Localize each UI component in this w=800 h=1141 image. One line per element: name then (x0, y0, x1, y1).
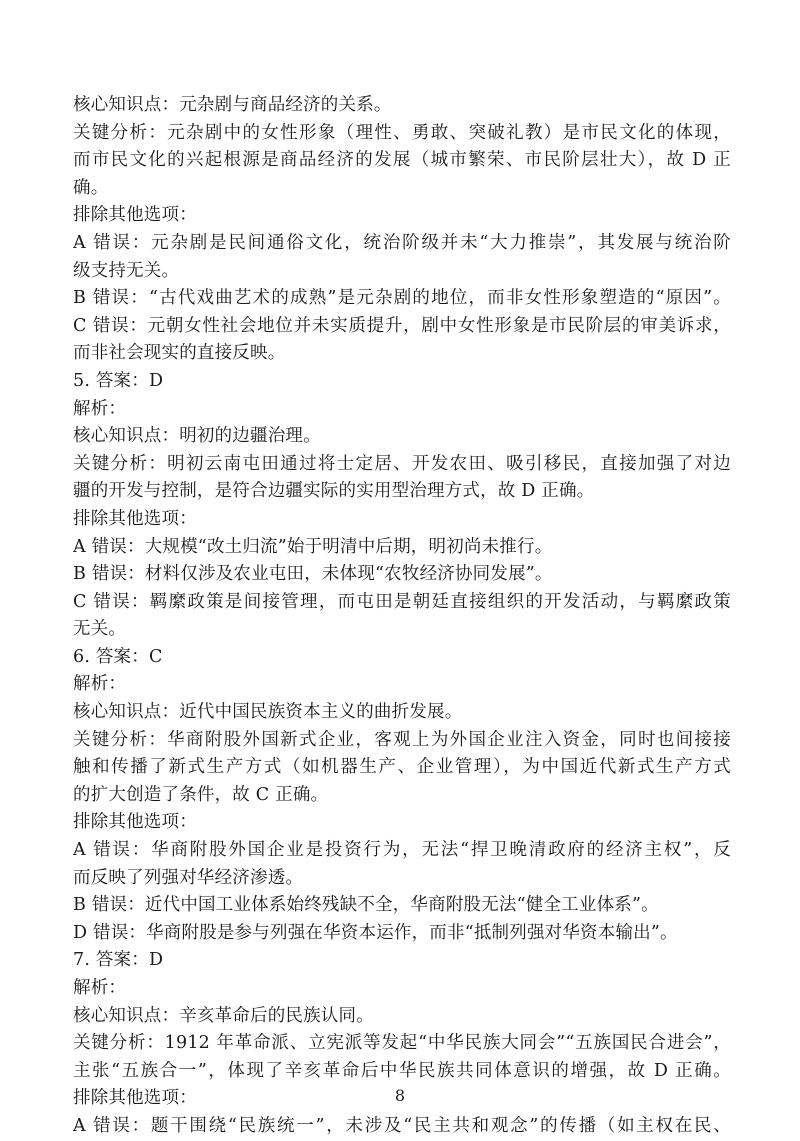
text-line: 核心知识点：辛亥革命后的民族认同。 (73, 1005, 374, 1026)
page-number: 8 (394, 1086, 406, 1105)
answer-heading: 5. 答案：D (73, 370, 164, 391)
answer-heading: 7. 答案：D (73, 950, 164, 971)
text-line: A 错误：题干围绕“民族统一”，未涉及“民主共和观念”的传播（如主权在民、 (73, 1115, 731, 1136)
text-line: C 错误：羁縻政策是间接管理，而屯田是朝廷直接组织的开发活动，与羁縻政策 (73, 591, 731, 612)
text-line: 而非社会现实的直接反映。 (73, 343, 286, 364)
text-line: 关键分析：明初云南屯田通过将士定居、开发农田、吸引移民，直接加强了对边 (73, 453, 731, 474)
text-line: 核心知识点：明初的边疆治理。 (73, 426, 321, 447)
text-line: 排除其他选项： (73, 812, 197, 833)
text-line: B 错误：材料仅涉及农业屯田，未体现“农牧经济协同发展”。 (73, 564, 553, 585)
text-line: D 错误：华商附股是参与列强在华资本运作，而非“抵制列强对华资本输出”。 (73, 922, 678, 943)
text-line: 关键分析：1912 年革命派、立宪派等发起“中华民族大同会”“五族国民合进会”， (73, 1033, 731, 1054)
text-line: B 错误：近代中国工业体系始终残缺不全，华商附股无法“健全工业体系”。 (73, 895, 659, 916)
text-line: 排除其他选项： (73, 1088, 197, 1109)
text-line: 排除其他选项： (73, 508, 197, 529)
text-line: 无关。 (73, 619, 127, 640)
text-line: 关键分析：元杂剧中的女性形象（理性、勇敢、突破礼教）是市民文化的体现， (73, 122, 731, 143)
text-line: 而反映了列强对华经济渗透。 (73, 867, 304, 888)
text-line: 触和传播了新式生产方式（如机器生产、企业管理），为中国近代新式生产方式 (73, 757, 731, 778)
page-body (73, 92, 731, 1141)
text-line: 关键分析：华商附股外国新式企业，客观上为外国企业注入资金，同时也间接接 (73, 729, 731, 750)
text-line: 确。 (73, 177, 109, 198)
text-line: 排除其他选项： (73, 205, 197, 226)
text-line: 核心知识点：元杂剧与商品经济的关系。 (73, 95, 392, 115)
text-line: 核心知识点：近代中国民族资本主义的曲折发展。 (73, 702, 463, 723)
text-line: A 错误：元杂剧是民间通俗文化，统治阶级并未“大力推崇”，其发展与统治阶 (73, 232, 731, 253)
text-line: 主张“五族合一”，体现了辛亥革命后中华民族共同体意识的增强，故 D 正确。 (73, 1060, 731, 1081)
text-line: 的扩大创造了条件，故 C 正确。 (73, 784, 329, 805)
text-line: 解析： (73, 674, 127, 695)
text-line: 而市民文化的兴起根源是商品经济的发展（城市繁荣、市民阶层壮大），故 D 正 (73, 150, 731, 171)
answer-heading: 6. 答案：C (73, 646, 163, 667)
text-line: 解析： (73, 398, 127, 419)
text-line: A 错误：大规模“改土归流”始于明清中后期，明初尚未推行。 (73, 536, 553, 557)
text-line: A 错误：华商附股外国企业是投资行为，无法“捍卫晚清政府的经济主权”，反 (73, 840, 731, 861)
text-line: B 错误：“古代戏曲艺术的成熟”是元杂剧的地位，而非女性形象塑造的“原因”。 (73, 288, 731, 309)
text-line: C 错误：元朝女性社会地位并未实质提升，剧中女性形象是市民阶层的审美诉求， (73, 315, 731, 336)
text-line: 解析： (73, 978, 127, 998)
text-line: 级支持无关。 (73, 260, 180, 281)
text-line: 疆的开发与控制，是符合边疆实际的实用型治理方式，故 D 正确。 (73, 481, 595, 502)
